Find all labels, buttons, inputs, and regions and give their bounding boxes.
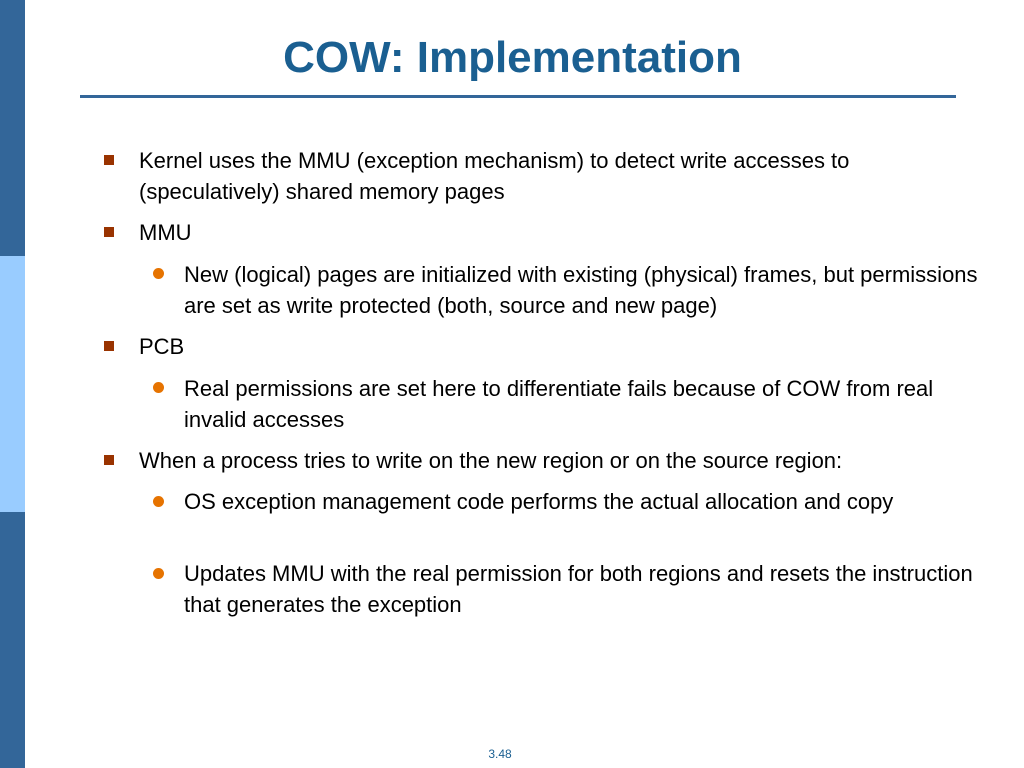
sub-bullet-text: New (logical) pages are initialized with existing (physical) frames, but permissions are set as write protected (both, source and new page)	[184, 262, 978, 318]
bullet-text: When a process tries to write on the new region or on the source region:	[139, 448, 843, 473]
bullet-text: Kernel uses the MMU (exception mechanism) to detect write accesses to (speculatively) shared memory pages	[139, 148, 850, 204]
square-bullet-icon	[104, 227, 114, 237]
square-bullet-icon	[104, 155, 114, 165]
page-number: 3.48	[488, 747, 512, 761]
square-bullet-icon	[104, 341, 114, 351]
bullet-text: MMU	[139, 220, 192, 245]
round-bullet-icon	[153, 268, 164, 279]
sidebar-bottom-segment	[0, 512, 25, 768]
title-underline	[80, 95, 956, 98]
slide-sidebar	[0, 0, 25, 768]
sidebar-middle-segment	[0, 256, 25, 512]
round-bullet-icon	[153, 496, 164, 507]
square-bullet-icon	[104, 455, 114, 465]
bullet-text: PCB	[139, 334, 185, 359]
sidebar-top-segment	[0, 0, 25, 256]
round-bullet-icon	[153, 382, 164, 393]
sub-bullet-text: OS exception management code performs the actual allocation and copy	[184, 489, 894, 514]
slide-title: COW: Implementation	[283, 33, 742, 82]
sub-bullet-text: Real permissions are set here to differentiate fails because of COW from real invalid accesses	[184, 376, 934, 432]
round-bullet-icon	[153, 568, 164, 579]
sub-bullet-text: Updates MMU with the real permission for both regions and resets the instruction that generates the exception	[184, 561, 973, 617]
